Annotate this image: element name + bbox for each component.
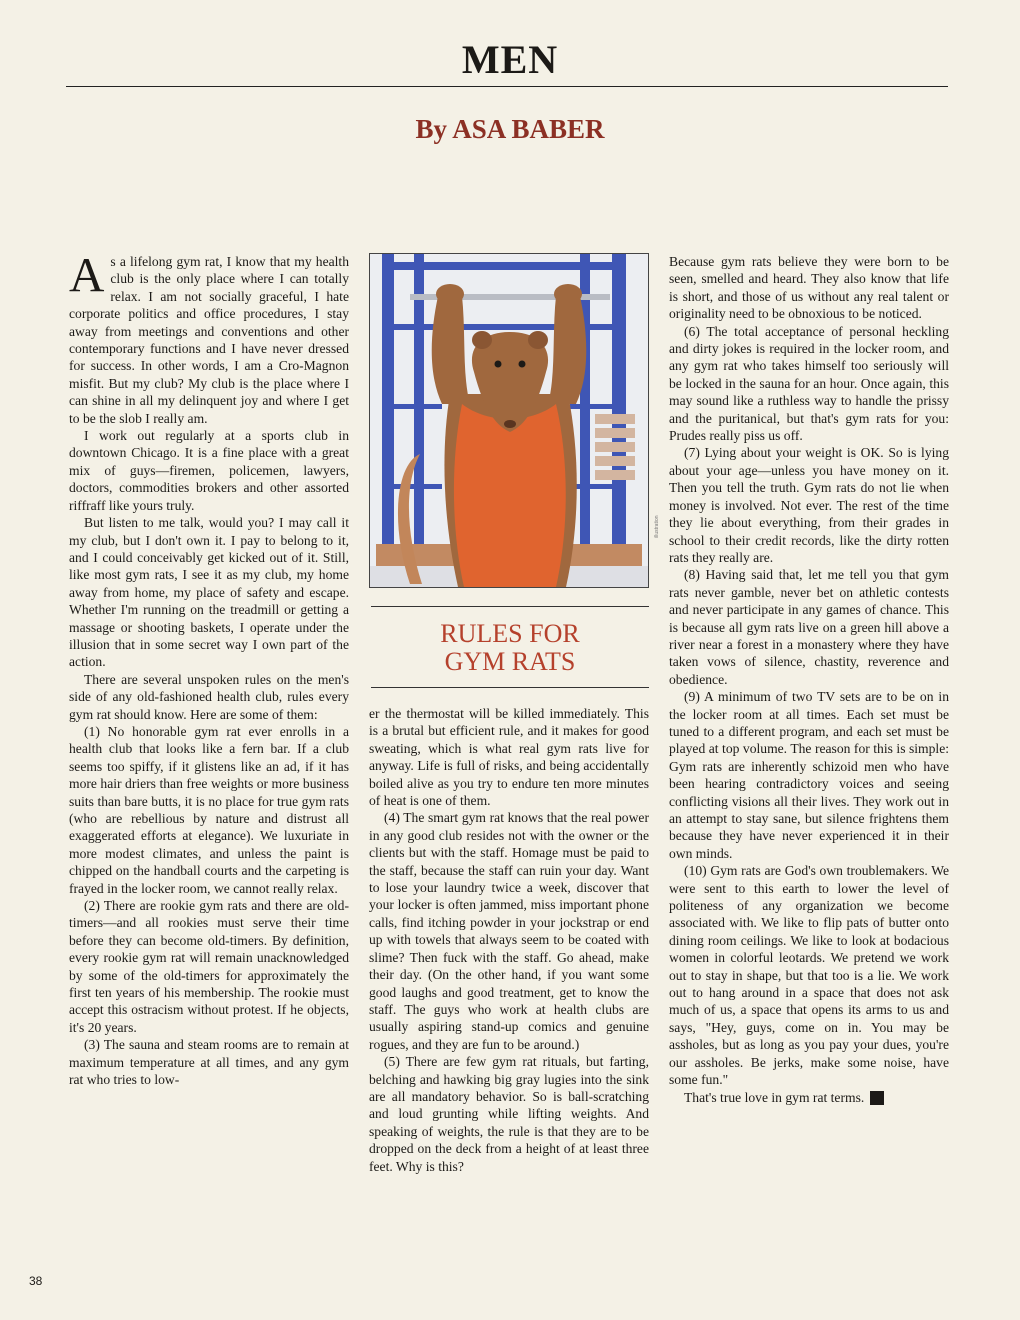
- article-column-3: [669, 253, 949, 1106]
- article-paragraph: (10) Gym rats are God's own troublemakers. We were sent to this earth to lower the level of politeness of any organization we become associated with. We like to flip pats of butter onto dining room ceilings. We like to look at bodacious women in colorful leotards. We pretend we work out to stay in shape, but that too is a lie. We work out to hang around in a space that does not ask much of us, a space that opens its arms to us and says, "Hey, guys, come on in. You may be assholes, but as long as you pay your dues, you're our assholes. Be jerks, make some noise, have some fun.": [669, 863, 949, 1088]
- article-paragraph-text: s a lifelong gym rat, I know that my health club is the only place where I can totally relax. I am not socially graceful, I hate corporate politics and office procedures, I stay away from meetings and conventions and other contemporary functions and I have never dressed for success. In other words, I am a Cro-Magnon misfit. But my club? My club is the place where I can shine in all my delinquent joy and where I get to be the slob I really am.: [69, 254, 349, 426]
- article-paragraph: Because gym rats believe they were born to be seen, smelled and heard. They also know that life is short, and those of us without any real talent or originality need to be obnoxious to be noticed.: [669, 254, 949, 322]
- article-paragraph: But listen to me talk, would you? I may call it my club, but I don't own it. I pay to belong to it, and I could conceivably get kicked out of it. Still, like most gym rats, I see it as my club, my home away from home, my place of safety and escape. Whether I'm running on the treadmill or getting a massage or shooting baskets, I operate under the illusion that in some secret way I own part of the action.: [69, 515, 349, 670]
- drop-cap: A: [69, 247, 105, 302]
- article-paragraph: (3) The sauna and steam rooms are to remain at maximum temperature at all times, and any gym rat who tries to low-: [69, 1037, 349, 1088]
- sidebar-heading: [371, 620, 649, 676]
- article-paragraph: (7) Lying about your weight is OK. So is lying about your age—unless you have money on it. Then you tell the truth. Gym rats do not lie when money is involved. Not ever. The rest of the time they lie about everything, from their grades in school to their credit records, like the dirty rotten rats they really are.: [669, 445, 949, 565]
- sidebar-heading-line-1: RULES FOR: [440, 619, 580, 648]
- rat-lifting-weights-icon: [370, 254, 648, 587]
- illustration-credit: illustration: [654, 515, 660, 538]
- article-closing-line: That's true love in gym rat terms.: [684, 1089, 865, 1105]
- section-title: MEN: [461, 37, 559, 82]
- article-paragraph: (9) A minimum of two TV sets are to be on in the locker room at all times. Each set must be tuned to a different program, and each set must be played at top volume. The reason for this is simple: Gym rats are inherently schizoid men who have been hearing contradictory voices and seeing conflicting visions all their lives. They work out in an attempt to stay sane, but silence frightens them because they have never experienced it in their own minds.: [669, 689, 949, 861]
- article-paragraph: I work out regularly at a sports club in downtown Chicago. It is a fine place with a great mix of guys—firemen, policemen, lawyers, doctors, commodities brokers and other assorted riffraff like yours truly.: [69, 428, 349, 513]
- article-paragraph: (6) The total acceptance of personal heckling and dirty jokes is required in the locker room, and any gym rat who takes himself too seriously will be locked in the sauna for an hour. Once again, this may sound like a ruthless way to handle the prissy and the puritanical, but that's gym rats for you: Prudes really piss us off.: [669, 323, 949, 444]
- article-column-2: [369, 705, 649, 1175]
- sidebar-rule-bottom: [371, 687, 649, 688]
- article-paragraph: (8) Having said that, let me tell you that gym rats never gamble, never bet on athletic contests and never participate in any games of chance. This is because all gym rats live on a green hill above a river near a forest in a monastery where they have taken vows of silence, chastity, reverence and obedience.: [669, 567, 949, 687]
- article-paragraph: There are several unspoken rules on the men's side of any old-fashioned health club, rules every gym rat should know. Here are some of them:: [69, 671, 349, 722]
- article-paragraph: [69, 247, 349, 427]
- byline: By ASA BABER: [415, 114, 605, 144]
- page-number: 38: [29, 1274, 43, 1288]
- article-paragraph: (1) No honorable gym rat ever enrolls in a health club that looks like a fern bar. If a club seems too spiffy, if it glistens like an ad, if it has more hair driers than free weights or more business suits than bare butts, it is no place for true gym rats (who are rebellious by nature and distrust all exaggerated efforts at elegance). We luxuriate in more modest climates, and unless the paint is chipped on the handball courts and the carpeting is frayed in the locker room, we cannot really relax.: [69, 723, 349, 896]
- article-paragraph: [669, 1089, 949, 1106]
- title-divider: [66, 86, 948, 87]
- gym-rat-illustration: [369, 253, 649, 588]
- article-paragraph: (5) There are few gym rat rituals, but farting, belching and hawking big gray lugies into the sink are all mandatory behavior. So is ball-scratching and loud grunting while lifting weights. And speaking of weights, the rule is that they are to be dropped on the deck from a height of at least three feet. Why is this?: [369, 1054, 649, 1174]
- article-paragraph: (4) The smart gym rat knows that the real power in any good club resides not with the owner or the clients but with the staff. Homage must be paid to the staff, because the staff can ruin your day. Want to lose your laundry twice a week, discover that your locker is often jammed, miss important phone calls, find itching powder in your jockstrap or end up with towels that always seem to be coated with slime? Then fuck with the staff. Go ahead, make their day. (On the other hand, if you want some good laughs and good treatment, get to know the staff. The guys who work at health clubs are usually aspiring stand-up comics and genuine rogues, and they are fun to be around.): [369, 810, 649, 1052]
- end-mark-icon: ♠: [870, 1091, 884, 1105]
- article-paragraph: (2) There are rookie gym rats and there are old-timers—and all rookies must serve their time before they can become old-timers. By definition, every rookie gym rat will remain unacknowledged by some of the old-timers for approximately the first ten years of his membership. The rookie must accept this ostracism without protest. If he objects, it's 20 years.: [69, 898, 349, 1035]
- sidebar-heading-line-2: GYM RATS: [444, 647, 576, 676]
- sidebar-rule-top: [371, 606, 649, 607]
- article-column-1: [69, 247, 349, 1089]
- article-paragraph: er the thermostat will be killed immediately. This is a brutal but efficient rule, and it makes for good sweating, which is what real gym rats live for anyway. Life is full of risks, and being accidentally boiled alive as you try to endure ten more minutes of heat is one of them.: [369, 706, 649, 809]
